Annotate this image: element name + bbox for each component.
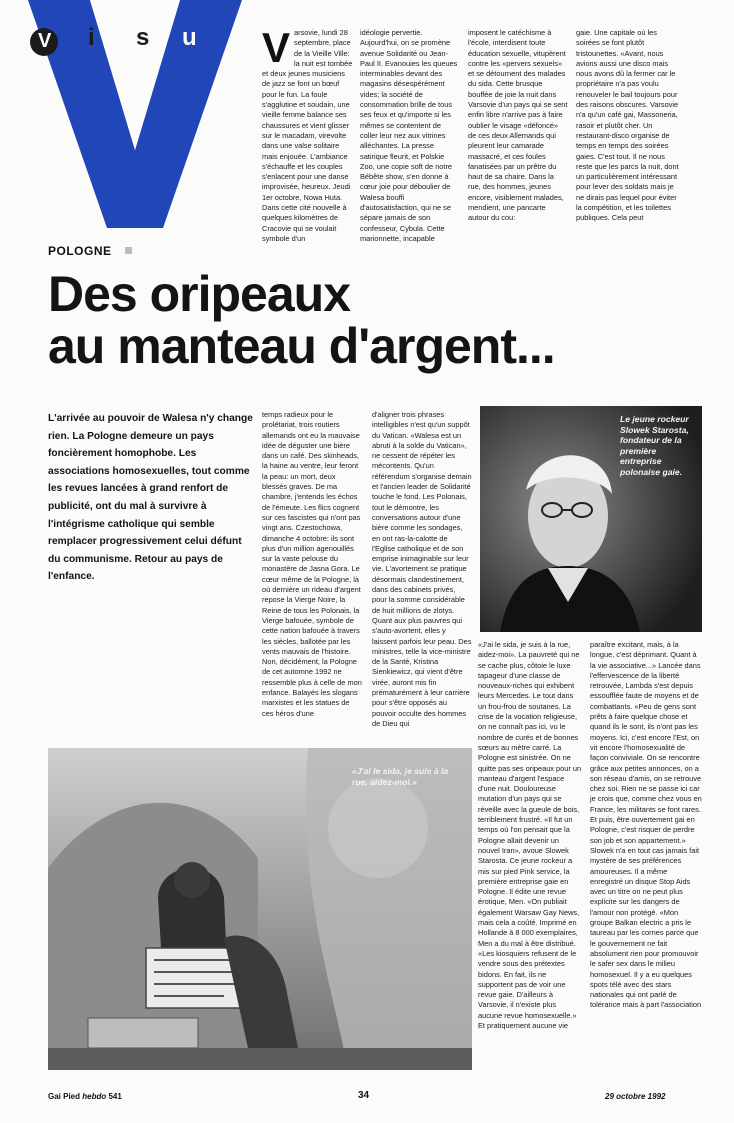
article-lead: L'arrivée au pouvoir de Walesa n'y change rien. La Pologne demeure un pays foncièrement homophobe. Les associations homosexuelles, tout comme les revues lancées à grand renfort de publicité, ont du mal à survivre à l'intégrisme catholique qui semble remplacer progressivement celui défunt du communisme. Retour au pays de l'enfance. [48, 413, 253, 583]
visu-logo-letters [30, 24, 230, 58]
body-column-1: temps radieux pour le prolétariat, trois routiers allemands ont eu la mauvaise idée de déguster une bière dans un café. Des skinheads, la haine au ventre, leur feront la peau: un mort, deux blessés graves. De ma chambre, j'entends les échos de l'émeute. Les flics cognent sur ces fascistes qui n'ont pas vingt ans. Czestochowa, dimanche 4 octobre: ils sont plus d'un million agenouillés sur la vaste pelouse du monastère de Jasna Gora. Le cœur même de la Pologne, là où dernière un rideau d'argent repose la Vierge Noire, la Reine de tous les Polonais, la Vierge bafouée, symbole de cette nation bafouée à travers les siècles, ballotée par les vents mauvais de l'histoire. Non, décidément, la Pologne de cet automne 1992 ne ressemble plus à celle de mon enfance. Balayés les slogans marxistes et les statues de ces héros d'une [262, 410, 362, 718]
headline-line-1: Des oripeaux [48, 266, 351, 322]
street-photo [48, 748, 472, 1070]
body-column-4: paraître excitant, mais, à la longue, c'est déprimant. Quant à la vie associative...» Lancée dans l'effervescence de la liberté retrouvée, Lambda s'est depuis essoufflée faute de moyens et de combattants. «Peu de gens sont prêts à faire quelque chose et quand ils le sont, ils n'ont pas les moyens. Ici, c'est encore l'Est, on vit encore l'homosexualité de façon conviviale. On se rencontre grâce aux petites annonces, on a son réseau d'amis, on se retrouve chez soi. Rien ne se passe ici car je crois que, comme chez vous en France, les militants se font rares. Et puis, être ouvertement gai en Pologne, c'est risquer de perdre son job et son appartement.» Slowek n'a en tout cas jamais fait mystère de ses préférences amoureuses. Il a même enregistré un disque Stop Aids avec un titre on ne peut plus explicite sur les dangers de l'amour non protégé. «Mon groupe Balkan electric a pris le taureau par les cornes parce que le gouvernement ne fait absolument rien pour promouvoir le safer sex dans le milieu homosexuel. Il y a eu quelques spots télé avec des stars nationales qui ont parlé de tolérance mais à part l'association [590, 640, 702, 1010]
intro-column-1-text: arsovie, lundi 28 septembre, place de la Vieille Ville: la nuit est tombée et deux jeunes musiciens de jazz se font un bœuf pour le fun. La foule s'agglutine et soudain, une vieille femme balance ses chaussures et vient glisser sur le macadam, virevolte dans une valse solitaire mais enjouée. L'ambiance s'échauffe et les couples s'enlacent pour une danse improvisée, heureux. Jeudi 1er octobre, Nowa Huta. Dans cette cité nouvelle à quelques kilomètres de Cracovie qui se voulait symbole d'un [262, 28, 353, 243]
section-marker [125, 247, 132, 254]
footer-page-number: 34 [358, 1090, 370, 1101]
footer-magazine-italic: hebdo [82, 1092, 107, 1101]
article-headline [48, 268, 708, 372]
logo-letter-u: u [182, 24, 197, 51]
body-column-3: «J'ai le sida, je suis à la rue, aidez-moi». La pauvreté qui ne se cache plus, côtoie le luxe tapageur d'une classe de nouveaux-riches qui exhibent leurs Mercedes. Le tout dans un frou-frou de soutanes. La crise de la vocation religieuse, on ne connaît pas ici, vu le nombre de curés et de bonnes sœurs au mètre carré. La Pologne est sinistrée. On ne quitte pas ses oripeaux pour un manteau d'argent l'espace d'une nuit. Douloureuse mutation d'un pays qui se réveille avec la gueule de bois, terriblement frustré. «Il fut un temps où l'on pensait que la Pologne allait devenir un nouvel Iran», avoue Slowek Starosta. Ce jeune rockeur a mis sur pied Pink service, la première entreprise gaie en Pologne. Il édite une revue érotique, Men. «On publiait également Warsaw Gay News, mais cela a coûté. Imprimé en Hollande à 8 000 exemplaires, Men a du mal à être distribué. «Les kiosquiers refusent de le vendre sous des prétextes bidons. En fait, ils ne supportent pas de voir une revue gaie. D'ailleurs à Varsovie, il n'existe plus aucune revue homosexuelle.» Et pratiquement aucune vie [478, 640, 582, 1030]
headline-line-2: au manteau d'argent... [48, 318, 555, 374]
logo-letter-v: V [38, 30, 52, 52]
footer-magazine [48, 1092, 122, 1101]
intro-column-1 [262, 24, 354, 243]
intro-column-4: gaie. Une capitale où les soirées se font plutôt tristounettes. «Avant, nous avions aussi une disco mais nous avons dû la fermer car le propriétaire n'a pas voulu renouveler le bail toujours pour des raisons obscures. Varsovie n'a qu'un café gai, Massoneria, rasoir et plutôt cher. Un restaurant-disco organise de temps en temps des soirées gaies. C'est tout. Il ne nous reste que les parcs la nuit, dont un particulièrement intéressant pour lever des soldats mais je ne dirais pas lequel pour éviter la compétition, et les toilettes publiques. Cela peut [576, 28, 679, 223]
portrait-caption: Le jeune rockeur Slowek Starosta, fondateur de la première entreprise polonaise gaie. [620, 414, 689, 477]
section-label: POLOGNE [48, 244, 112, 258]
body-column-2: d'aligner trois phrases intelligibles n'est qu'un suppôt du Vatican. «Walesa est un abruti à la solde du Vatican», ne cessent de répéter les mécontents. Qu'un référendum s'organise demain et l'ancien leader de Solidarité touche le fond. Les Polonais, tout le démontre, les conversations autour d'une bière comme les sondages, en ont ras-la-calotte de l'Eglise catholique et de son emprise inimaginable sur leur vie. L'avortement se pratique désormais clandestinement, dans des cabinets privés, pour la somme considérable de huit millions de zlotys. Quant aux plus pauvres qui s'auto-avortent, elles y laissent parfois leur peau. Des ministres, telle la vice-ministre de la Santé, Kristina Sienkiewicz, qui vient d'être virée, auront mis fin prématurément à leur carrière pour s'être opposés au pouvoir occulte des hommes de Dieu qui [372, 410, 472, 728]
logo-letter-s: s [136, 24, 150, 51]
footer-date: 29 octobre 1992 [605, 1092, 666, 1101]
footer-magazine-name: Gai Pied [48, 1092, 81, 1101]
logo-letter-i: i [88, 24, 95, 51]
intro-column-3: imposent le catéchisme à l'école, interdisent toute éducation sexuelle, vitupèrent contre les «pervers sexuels» et se détournent des malades du sida. Cette brusque bouffée de joie la nuit dans Varsovie d'un pays qui se sent enfin libre n'arrive pas à faire oublier le visage «défoncé» de ces deux Allemands qui pleurent leur camarade massacré, et ces foules fanatisées par un prêtre du haut de sa chaire. Dans la rue, des hommes, jeunes encore, visiblement malades, mendient, une pancarte autour du cou: [468, 28, 568, 223]
footer-issue: 541 [108, 1092, 122, 1101]
drop-cap: V [262, 24, 291, 71]
street-photo-image [48, 748, 472, 1070]
street-caption: «J'ai le sida, je suis à la rue, aidez-moi.» [352, 766, 449, 787]
intro-column-2: idéologie pervertie. Aujourd'hui, on se promène avenue Solidarité ou Jean-Paul II. Evanouies les queues interminables devant des magasins désespérément vides; la société de consommation brille de tous ses feux et qu'importe si les mêmes se contentent de coller leur nez aux vitrines alléchantes. La presse satirique fleurit, et Polskie Zoo, une copie soft de notre Bébête show, s'en donne à cœur joie pour déboulier de Walesa bouffi d'autosatisfaction, qui ne se sépare jamais de son confesseur, Cybula. Cette marionnette, incapable [360, 28, 458, 243]
